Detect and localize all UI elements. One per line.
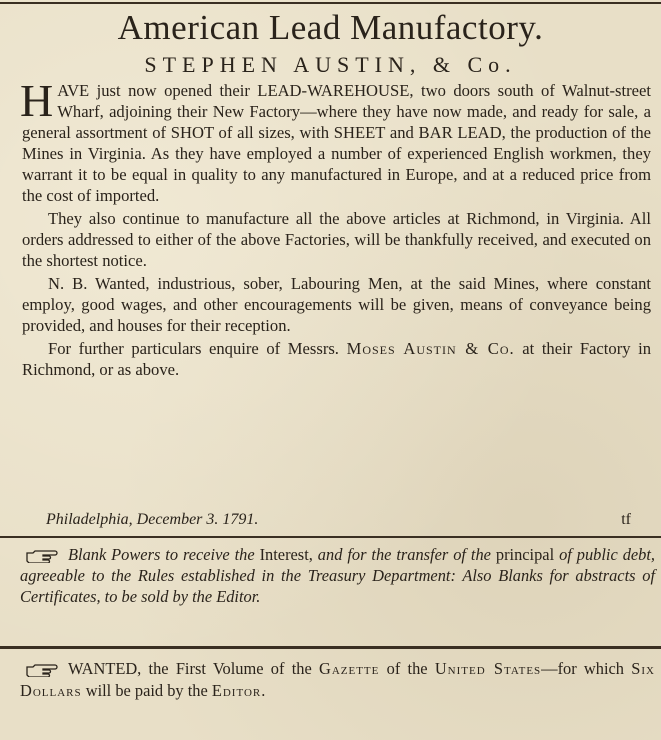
pointing-hand-icon [26,549,62,563]
notice-wanted-gazette [20,658,655,702]
pointing-hand-icon [26,663,62,677]
notice2-text-g: will be paid by the [85,681,208,700]
drop-cap: H [20,75,54,126]
enquire-text: For further particulars enquire of Messrs. [48,339,339,358]
gazette-word: Gazette [318,659,380,678]
notice-blank-powers [20,544,655,607]
notice1-text-e: of public debt, agreeable to the Rules established in the Treasury Department: Also Blanks for abstracts of Certificates, to be sold by the Editor. [20,545,656,606]
divider-rule-1 [0,536,661,538]
advert-paragraph-1-text: AVE just now opened their LEAD-WAREHOUSE, two doors south of Walnut-street Wharf, adjoining their New Factory—where they have now made, and ready for sale, a general assortment of SHOT of all sizes, with SHEET and BAR LEAD, the production of the Mines in Virginia. As they have employed a number of experienced English workmen, they warrant it to be equal in quality to any manufactured in Europe, and at a reduced price from the cost of imported. [22,81,651,205]
advert-title: American Lead Manufactory. [117,8,544,47]
notice1-text-d: principal [495,545,555,564]
insertion-mark: tf [621,511,631,528]
moses-austin-name: Moses Austin & Co. [346,339,515,358]
united-states-word: United States [434,659,542,678]
notice1-text-b: Interest, [259,545,313,564]
advert-firm: STEPHEN AUSTIN, & Co. [144,52,517,77]
advert-paragraph-1 [20,75,651,206]
advert-paragraph-2: They also continue to manufacture all the above articles at Richmond, in Virginia. All orders addressed to either of the above Factories, will be thankfully received, and executed on the shortest notice. [22,209,651,270]
dateline-text: Philadelphia, December 3. 1791. [46,511,259,528]
advert-paragraph-4 [22,338,651,380]
editor-word: Editor. [211,681,267,700]
advert-paragraph-3: N. B. Wanted, industrious, sober, Labouring Men, at the said Mines, where constant employ, good wages, and other encouragements will be given, means of conveyance being provided, and houses for their reception. [22,274,651,335]
six-dollars-word: Six Dollars [20,659,655,700]
top-rule [0,2,661,4]
notice2-text-a: WANTED, the First Volume of the [68,659,312,678]
notice2-text-c: of the [386,659,428,678]
dateline [46,510,631,530]
notice1-text-c: and for the transfer of the [317,545,491,564]
factory-location-text: at their Factory in Richmond, or as above. [22,339,652,379]
notice1-text-a: Blank Powers to receive the [68,545,255,564]
notice2-text-e: —for which [541,659,624,678]
advert-body [20,75,652,382]
divider-rule-2 [0,646,661,649]
